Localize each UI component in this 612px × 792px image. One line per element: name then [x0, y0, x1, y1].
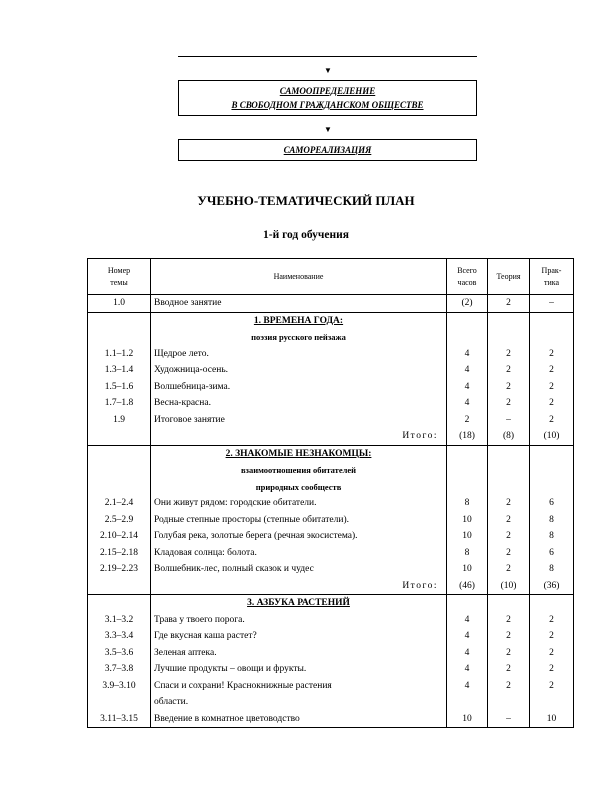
col-total: [447, 595, 488, 728]
scheme-box-line: САМООПРЕДЕЛЕНИЕ: [279, 86, 376, 96]
section-title: 1. ВРЕМЕНА ГОДА:: [253, 315, 344, 326]
curriculum-table: [87, 258, 574, 728]
col-practice: [530, 595, 574, 728]
cell-line: [88, 428, 150, 445]
cell-line: 2: [549, 631, 554, 641]
col-theory: [488, 595, 530, 728]
cell-line: Родные степные просторы (степные обитатели).: [154, 514, 349, 525]
cell-line: 2: [549, 647, 554, 658]
col-num: [88, 312, 151, 445]
cell-line: [88, 694, 150, 711]
cell-line: [88, 329, 150, 346]
cell-line: 1.1–1.2: [104, 348, 134, 359]
cell-line: 2: [549, 414, 554, 425]
cell-line: [488, 313, 529, 330]
cell-line: 1.0: [113, 298, 125, 308]
cell-line: 2: [549, 680, 554, 691]
cell-line: 2: [549, 664, 554, 674]
col-name: [151, 595, 447, 728]
cell-line: [447, 462, 487, 479]
table-cell: [488, 295, 530, 313]
cell-line: (8): [502, 431, 515, 441]
cell-line: [447, 313, 487, 330]
cell-line: Весна-красна.: [154, 398, 211, 408]
cell-line: (10): [543, 431, 560, 441]
cell-line: Голубая река, золотые берега (речная экосистема).: [154, 531, 358, 541]
cell-line: 2: [506, 564, 511, 574]
cell-line: 1.3–1.4: [104, 365, 134, 375]
table-cell: [151, 295, 447, 313]
cell-line: 4: [464, 348, 470, 359]
cell-line: [447, 329, 487, 346]
cell-line: Итоговое занятие: [154, 414, 225, 425]
cell-line: [488, 595, 529, 612]
cell-line: 3.5–3.6: [104, 647, 134, 658]
table-section-2: [88, 445, 574, 595]
page-title: УЧЕБНО-ТЕМАТИЧЕСКИЙ ПЛАН: [197, 193, 415, 208]
cell-line: 4: [464, 631, 470, 641]
header-name: Наименование: [151, 259, 447, 295]
cell-line: [488, 462, 529, 479]
cell-line: 4: [464, 647, 470, 658]
cell-line: 6: [549, 498, 554, 508]
cell-line: 2: [506, 547, 511, 558]
table-cell: [447, 295, 488, 313]
cell-line: 2: [506, 298, 511, 308]
cell-line: –: [549, 298, 554, 308]
cell-line: 8: [549, 531, 554, 541]
header-practice: Прак- тика: [530, 259, 574, 295]
cell-line: (2): [461, 298, 473, 308]
header-num: Номер темы: [88, 259, 151, 295]
cell-line: 2: [506, 531, 511, 541]
cell-line: Где вкусная каша растет?: [154, 631, 257, 641]
table-cell: [530, 295, 574, 313]
cell-line: 4: [464, 365, 470, 375]
scheme-box-self-determination: [178, 80, 477, 116]
cell-line: –: [506, 713, 511, 724]
cell-line: 10: [462, 564, 472, 574]
scheme-box-line: САМОРЕАЛИЗАЦИЯ: [283, 145, 372, 155]
cell-line: Введение в комнатное цветоводство: [154, 713, 300, 724]
cell-line: [88, 313, 150, 330]
table-cell: [88, 295, 151, 313]
cell-line: 4: [464, 680, 470, 691]
cell-line: 2: [549, 381, 554, 392]
cell-line: 2: [549, 348, 554, 359]
header-theory: Теория: [488, 259, 530, 295]
cell-line: 3.9–3.10: [102, 680, 136, 691]
cell-line: Художница-осень.: [154, 365, 229, 375]
col-num: [88, 445, 151, 595]
cell-line: 4: [464, 664, 470, 674]
cell-line: [447, 446, 487, 463]
table-section-1: [88, 312, 574, 445]
cell-line: (46): [459, 580, 475, 591]
cell-line: [88, 446, 150, 463]
cell-line: [447, 479, 487, 496]
cell-line: 8: [464, 498, 470, 508]
cell-line: 2: [549, 398, 554, 408]
cell-line: 8: [549, 514, 554, 525]
total-label: Итого:: [402, 431, 438, 441]
cell-line: 2.10–2.14: [100, 531, 138, 541]
cell-line: [530, 595, 573, 612]
cell-line: [488, 446, 529, 463]
cell-line: 2: [506, 498, 511, 508]
cell-line: Спаси и сохрани! Краснокнижные растения: [154, 680, 332, 691]
cell-line: Зеленая аптека.: [154, 647, 217, 658]
cell-line: 6: [549, 547, 554, 558]
cell-line: 8: [549, 564, 554, 574]
cell-line: 3.7–3.8: [104, 664, 134, 674]
cell-line: Щедрое лето.: [154, 348, 209, 359]
cell-line: [88, 578, 150, 595]
cell-line: [488, 329, 529, 346]
cell-line: 2: [506, 381, 511, 392]
section-title: 2. ЗНАКОМЫЕ НЕЗНАКОМЦЫ:: [225, 448, 372, 459]
cell-line: [530, 313, 573, 330]
cell-line: 3.3–3.4: [104, 631, 134, 641]
cell-line: 10: [462, 713, 472, 724]
cell-line: [530, 479, 573, 496]
cell-line: 2: [506, 631, 511, 641]
cell-line: 2: [506, 664, 511, 674]
cell-line: [88, 462, 150, 479]
col-theory: [488, 445, 530, 595]
cell-line: 2: [549, 614, 554, 625]
cell-line: 2: [549, 365, 554, 375]
cell-line: области.: [154, 697, 189, 707]
section-subtitle: природных сообществ: [255, 481, 342, 492]
cell-line: 3.1–3.2: [104, 614, 134, 625]
cell-line: [530, 694, 573, 711]
cell-line: (10): [500, 580, 517, 591]
cell-line: [488, 694, 529, 711]
cell-line: 1.7–1.8: [104, 398, 134, 408]
cell-line: 10: [462, 531, 472, 541]
cell-line: (18): [459, 431, 475, 441]
cell-line: [88, 595, 150, 612]
cell-line: Волшебник-лес, полный сказок и чудес: [154, 564, 314, 574]
cell-line: 1.9: [113, 414, 125, 425]
cell-line: Они живут рядом: городские обитатели.: [154, 498, 317, 508]
cell-line: 2: [506, 614, 511, 625]
cell-line: [447, 595, 487, 612]
cell-line: [530, 329, 573, 346]
cell-line: 2: [506, 365, 511, 375]
arrow-down-icon: ▼: [324, 125, 332, 134]
cell-line: 2.19–2.23: [100, 564, 138, 574]
cell-line: Волшебница-зима.: [154, 381, 231, 392]
col-total: [447, 445, 488, 595]
col-theory: [488, 312, 530, 445]
cell-line: 2.1–2.4: [104, 498, 134, 508]
col-num: [88, 595, 151, 728]
col-practice: [530, 312, 574, 445]
cell-line: Вводное занятие: [154, 298, 222, 308]
cell-line: 4: [464, 381, 470, 392]
cell-line: Трава у твоего порога.: [154, 614, 245, 625]
cell-line: 2.15–2.18: [100, 547, 138, 558]
cell-line: 2: [464, 414, 470, 425]
table-section-3: [88, 595, 574, 728]
cell-line: 1.5–1.6: [104, 381, 134, 392]
scheme-box-self-realization: [178, 139, 477, 161]
cell-line: –: [506, 414, 511, 425]
cell-line: 8: [464, 547, 470, 558]
section-title: 3. АЗБУКА РАСТЕНИЙ: [247, 598, 350, 608]
cell-line: 2.5–2.9: [104, 514, 134, 525]
cell-line: [447, 694, 487, 711]
cell-line: Лучшие продукты – овощи и фрукты.: [154, 664, 307, 674]
col-practice: [530, 445, 574, 595]
cell-line: [488, 479, 529, 496]
cell-line: 2: [506, 348, 511, 359]
cell-line: [88, 479, 150, 496]
cell-line: [530, 446, 573, 463]
cell-line: 2: [506, 680, 511, 691]
page-subtitle: 1-й год обучения: [262, 229, 349, 241]
table-row-intro: [88, 295, 574, 313]
col-total: [447, 312, 488, 445]
cell-line: [530, 462, 573, 479]
arrow-down-icon: ▼: [324, 66, 332, 75]
section-subtitle: поэзия русского пейзажа: [251, 332, 346, 342]
cell-line: 4: [464, 398, 470, 408]
cell-line: 2: [506, 398, 511, 408]
cell-line: 10: [462, 514, 472, 525]
cell-line: 2: [506, 647, 511, 658]
section-subtitle: взаимоотношения обитателей: [240, 465, 357, 475]
cell-line: 10: [546, 713, 557, 724]
cell-line: 4: [464, 614, 470, 625]
cell-line: Кладовая солнца: болота.: [154, 547, 257, 558]
col-name: [151, 445, 447, 595]
cell-line: 2: [506, 514, 511, 525]
cell-line: 3.11–3.15: [100, 713, 138, 724]
total-label: Итого:: [402, 580, 438, 591]
top-divider-line: [178, 56, 477, 57]
table-header-row: [88, 259, 574, 295]
col-name: [151, 312, 447, 445]
header-total: Всего часов: [447, 259, 488, 295]
scheme-box-line: В СВОБОДНОМ ГРАЖДАНСКОМ ОБЩЕСТВЕ: [231, 100, 424, 110]
cell-line: (36): [543, 580, 560, 591]
